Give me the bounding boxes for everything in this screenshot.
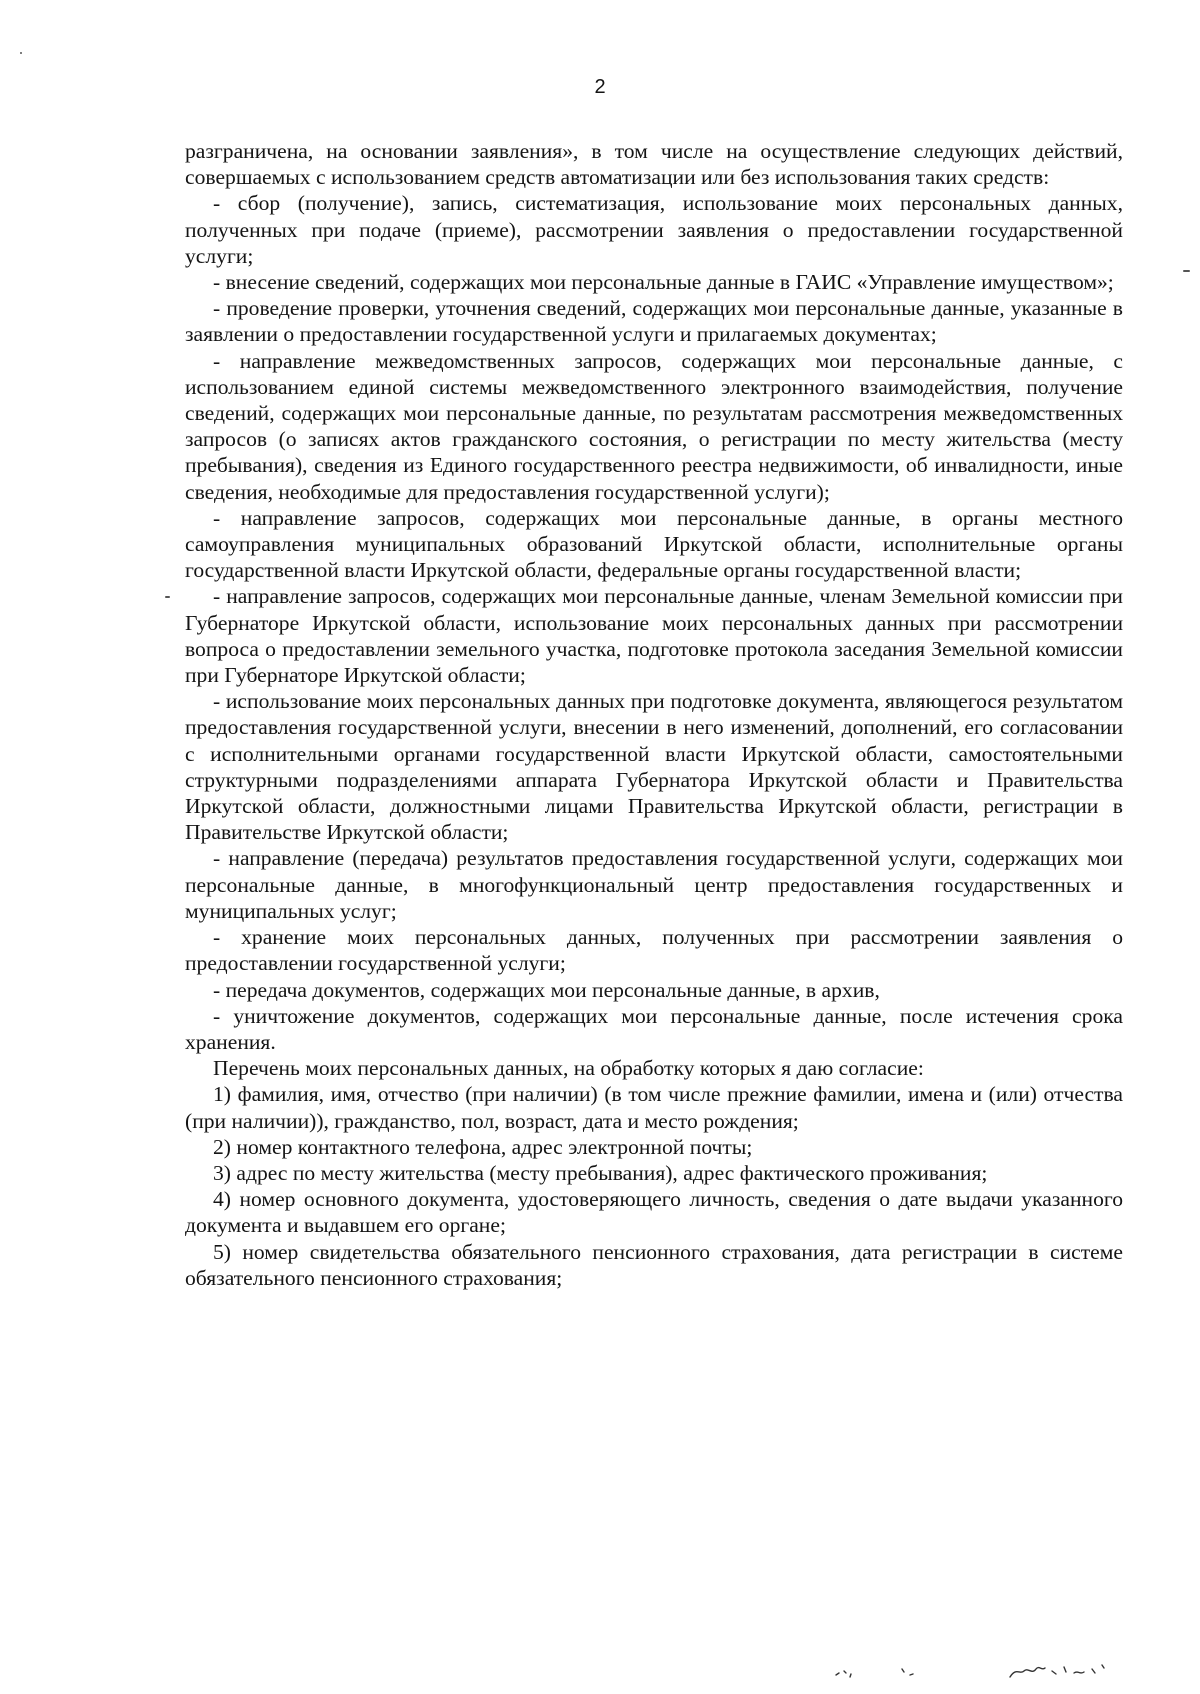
list-item-gais: - внесение сведений, содержащих мои персональные данные в ГАИС «Управление имуществом»; bbox=[213, 270, 1114, 295]
data-list-heading: Перечень моих персональных данных, на обработку которых я даю согласие: bbox=[213, 1056, 924, 1081]
paragraph-continuation: разграничена, на основании заявления», в том числе на осуществление следующих действий, совершаемых с использованием средств автоматизации или без использования таких средств: bbox=[185, 139, 1123, 190]
scan-scribble-marks bbox=[830, 1655, 1160, 1685]
page-number: 2 bbox=[594, 76, 606, 98]
data-item-4: 4) номер основного документа, удостоверяющего личность, сведения о дате выдачи указанного документа и выдавшем его органе; bbox=[185, 1187, 1123, 1238]
scan-speck bbox=[1183, 270, 1190, 272]
list-item-storage: - хранение моих персональных данных, полученных при рассмотрении заявления о предоставлении государственной услуги; bbox=[185, 925, 1123, 976]
scan-speck bbox=[20, 52, 22, 54]
list-item-local-authorities: - направление запросов, содержащих мои персональные данные, в органы местного самоуправления муниципальных образований Иркутской области, исполнительные органы государственной власти Иркутской области, федеральные органы государственной власти; bbox=[185, 505, 1123, 583]
list-item-document-preparation: - использование моих персональных данных при подготовке документа, являющегося результатом предоставления государственной услуги, внесении в него изменений, дополнений, его согласовании с исполнительными органами государственной власти Иркутской области, самостоятельными структурными подразделениями аппарата Губернатора Иркутской области и Правительства Иркутской области, должностными лицами Правительства Иркутской области, регистрации в Правительстве Иркутской области; bbox=[185, 689, 1123, 845]
list-item-collection: - сбор (получение), запись, систематизация, использование моих персональных данных, полученных при подаче (приеме), рассмотрении заявления о предоставлении государственной услуги; bbox=[185, 191, 1123, 268]
data-item-2: 2) номер контактного телефона, адрес электронной почты; bbox=[213, 1134, 753, 1159]
data-item-5: 5) номер свидетельства обязательного пенсионного страхования, дата регистрации в системе обязательного пенсионного страхования; bbox=[185, 1239, 1123, 1290]
data-item-1: 1) фамилия, имя, отчество (при наличии) (в том числе прежние фамилии, имена и (или) отчества (при наличии)), гражданство, пол, возраст, дата и место рождения; bbox=[185, 1082, 1123, 1133]
list-item-destruction: - уничтожение документов, содержащих мои персональные данные, после истечения срока хранения. bbox=[185, 1003, 1123, 1054]
list-item-transfer-results: - направление (передача) результатов предоставления государственной услуги, содержащих мои персональные данные, в многофункциональный центр предоставления государственных и муниципальных услуг; bbox=[185, 846, 1123, 923]
document-body bbox=[185, 138, 1123, 1291]
list-item-archive: - передача документов, содержащих мои персональные данные, в архив, bbox=[213, 977, 880, 1002]
list-item-land-commission: - направление запросов, содержащих мои персональные данные, членам Земельной комиссии при Губернаторе Иркутской области, использование моих персональных данных при рассмотрении вопроса о предоставлении земельного участка, подготовке протокола заседания Земельной комиссии при Губернаторе Иркутской области; bbox=[185, 584, 1123, 688]
data-item-3: 3) адрес по месту жительства (месту пребывания), адрес фактического проживания; bbox=[213, 1160, 988, 1185]
list-item-interagency-requests: - направление межведомственных запросов, содержащих мои персональные данные, с использованием единой системы межведомственного электронного взаимодействия, получение сведений, содержащих мои персональные данные, по результатам рассмотрения межведомственных запросов (о записях актов гражданского состояния, о регистрации по месту жительства (месту пребывания), сведения из Единого государственного реестра недвижимости, об инвалидности, иные сведения, необходимые для предоставления государственной услуги); bbox=[185, 348, 1123, 504]
scan-speck bbox=[165, 596, 170, 598]
list-item-verification: - проведение проверки, уточнения сведений, содержащих мои персональные данные, указанные в заявлении о предоставлении государственной услуги и прилагаемых документах; bbox=[185, 296, 1123, 347]
